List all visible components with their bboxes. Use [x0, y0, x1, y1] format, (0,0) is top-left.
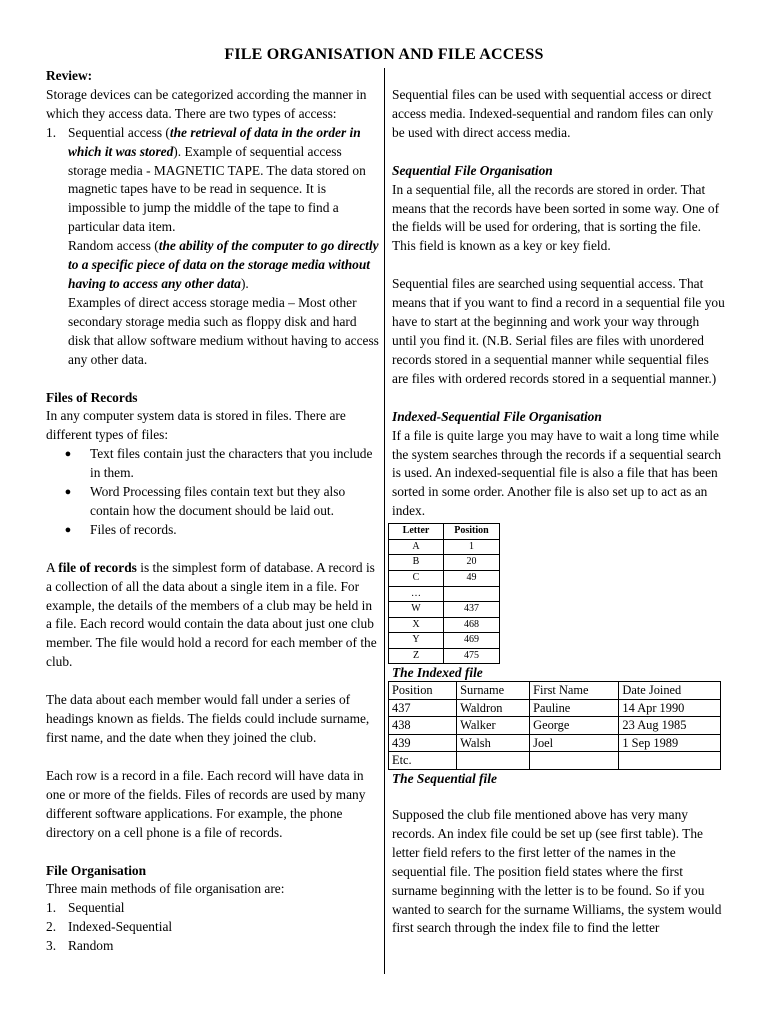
table-cell: 437 — [389, 699, 457, 717]
table-cell: Y — [389, 633, 444, 649]
review-intro: Storage devices can be categorized according the manner in which they access data. There are two types of access: — [46, 86, 367, 121]
sequential-access-lead: Sequential access ( — [68, 124, 170, 140]
table-cell: 49 — [444, 570, 500, 586]
list-item — [46, 899, 379, 918]
table-cell: 438 — [389, 717, 457, 735]
table-row — [389, 699, 721, 717]
files-heading: Files of Records — [46, 389, 138, 405]
list-number: 2. — [46, 919, 57, 935]
method-label: Sequential — [68, 900, 125, 916]
table-header: Position — [389, 682, 457, 700]
table-row — [389, 555, 500, 571]
random-access-paragraph — [46, 237, 379, 294]
random-access-close: ). — [240, 275, 249, 291]
table-cell: W — [389, 602, 444, 618]
column-divider — [384, 68, 385, 974]
table-cell: Walsh — [457, 734, 530, 752]
table-row — [389, 633, 500, 649]
method-label: Indexed-Sequential — [68, 919, 173, 935]
table-header: Surname — [457, 682, 530, 700]
list-item — [46, 521, 379, 540]
bullet-text: Text files contain just the characters that you include in them. — [90, 446, 373, 481]
table-cell: X — [389, 617, 444, 633]
sequential-organisation-heading: Sequential File Organisation — [392, 162, 553, 178]
table-cell: Etc. — [389, 752, 457, 770]
table-cell — [619, 752, 721, 770]
records-paragraph: Each row is a record in a file. Each record will have data in one or more of the fields. Files of records are used by many different software applications. For example, the phone directory on a cell phone is a file of records. — [46, 767, 366, 840]
table-header: Position — [444, 524, 500, 540]
file-of-records-term: file of records — [58, 559, 137, 575]
review-heading: Review: — [46, 68, 93, 83]
table-cell — [530, 752, 619, 770]
indexed-file-caption: The Indexed file — [392, 665, 483, 681]
random-access-examples: Examples of direct access storage media – Most other secondary storage media such as floppy disk and hard disk that allow software medium without having to access any other data. — [68, 294, 379, 367]
table-cell: Waldron — [457, 699, 530, 717]
sequential-paragraph-2: Sequential files are searched using sequential access. That means that if you want to find a record in a sequential file you have to start at the beginning and work your way through until you find it. (N.B. Serial files are files with unordered records stored in a sequential manner while sequential files are files with ordered records stored in a sequential manner.) — [392, 276, 725, 386]
list-item — [46, 445, 379, 483]
list-item — [46, 918, 379, 937]
table-cell: B — [389, 555, 444, 571]
sequential-table — [388, 681, 721, 770]
table-cell: Z — [389, 648, 444, 664]
indexed-sequential-paragraph: If a file is quite large you may have to wait a long time while the system searches through the records if a sequential search is used. An indexed-sequential file is also a file that has been sorted in some order. Another file is also set up to act as an index. — [392, 427, 722, 519]
table-row — [389, 570, 500, 586]
media-intro: Sequential files can be used with sequential access or direct access media. Indexed-sequential and random files can only be used with direct access media. — [392, 87, 714, 140]
table-row — [389, 602, 500, 618]
table-cell: Pauline — [530, 699, 619, 717]
table-cell: 23 Aug 1985 — [619, 717, 721, 735]
list-number: 3. — [46, 938, 57, 954]
sequential-access-definition: the retrieval of data in the order in which it was stored — [68, 124, 361, 159]
page-title: FILE ORGANISATION AND FILE ACCESS — [224, 46, 544, 63]
table-row — [389, 617, 500, 633]
table-header: Letter — [389, 524, 444, 540]
table-cell — [444, 586, 500, 602]
bullet-text: Files of records. — [90, 521, 177, 537]
table-cell: 1 — [444, 539, 500, 555]
table-cell: 468 — [444, 617, 500, 633]
table-cell: 20 — [444, 555, 500, 571]
sequential-access-text: ). Example of sequential access storage media - MAGNETIC TAPE. The data stored on magnetic tapes have to be read in sequence. It is impossible to jump the middle of the tape to find a particular data item. — [68, 143, 366, 235]
paragraph-lead: A — [46, 559, 59, 575]
list-item — [46, 483, 379, 521]
table-cell: … — [389, 586, 444, 602]
bullet-icon: ● — [64, 448, 72, 461]
table-cell: Walker — [457, 717, 530, 735]
sequential-file-caption: The Sequential file — [392, 770, 497, 786]
list-item — [46, 937, 379, 956]
organisation-heading: File Organisation — [46, 862, 147, 878]
list-number: 1. — [46, 900, 57, 916]
table-cell: 475 — [444, 648, 500, 664]
table-row — [389, 586, 500, 602]
indexed-sequential-heading: Indexed-Sequential File Organisation — [392, 408, 602, 424]
table-header: First Name — [530, 682, 619, 700]
list-number: 1. — [46, 124, 57, 140]
table-cell: 14 Apr 1990 — [619, 699, 721, 717]
table-cell: 437 — [444, 602, 500, 618]
index-table — [388, 523, 500, 664]
table-header: Date Joined — [619, 682, 721, 700]
table-cell: A — [389, 539, 444, 555]
fields-paragraph: The data about each member would fall under a series of headings known as fields. The fields could include surname, first name, and the date when they joined the club. — [46, 692, 370, 745]
files-intro: In any computer system data is stored in files. There are different types of files: — [46, 408, 346, 443]
bullet-icon: ● — [64, 523, 72, 536]
table-cell: C — [389, 570, 444, 586]
file-of-records-paragraph — [46, 559, 379, 672]
organisation-intro: Three main methods of file organisation are: — [46, 881, 285, 897]
right-column — [392, 86, 726, 938]
bullet-icon: ● — [64, 486, 72, 499]
left-column — [46, 67, 379, 956]
random-access-definition: the ability of the computer to go directly to a specific piece of data on the storage media without having to access any other data — [68, 238, 379, 291]
table-cell: George — [530, 717, 619, 735]
index-search-paragraph: Supposed the club file mentioned above has very many records. An index file could be set up (see first table). The letter field refers to the first letter of the names in the sequential file. The position field states where the first surname beginning with the letter is to be found. So if you wanted to search for the surname Williams, the system would first search through the index file to find the letter — [392, 806, 722, 936]
table-row — [389, 734, 721, 752]
table-cell: 439 — [389, 734, 457, 752]
table-cell: 1 Sep 1989 — [619, 734, 721, 752]
table-row — [389, 648, 500, 664]
bullet-text: Word Processing files contain text but they also contain how the document should be laid out. — [90, 484, 346, 518]
table-row — [389, 752, 721, 770]
table-row — [389, 539, 500, 555]
method-label: Random — [68, 938, 114, 954]
table-cell: 469 — [444, 633, 500, 649]
table-row — [389, 717, 721, 735]
random-access-lead: Random access ( — [68, 238, 159, 254]
table-cell — [457, 752, 530, 770]
access-item-sequential — [46, 124, 379, 237]
paragraph-text: is the simplest form of database. A record is a collection of all the data about a single item in a file. For example, the details of the members of a club may be held in a file. Each record would contain the data about just one club member. The file would hold a record for each member of the club. — [46, 559, 377, 670]
table-cell: Joel — [530, 734, 619, 752]
sequential-paragraph-1: In a sequential file, all the records are stored in order. That means that the records have been sorted in some way. One of the fields will be used for ordering, that is sorting the file. This field is known as a key or key field. — [392, 181, 720, 254]
